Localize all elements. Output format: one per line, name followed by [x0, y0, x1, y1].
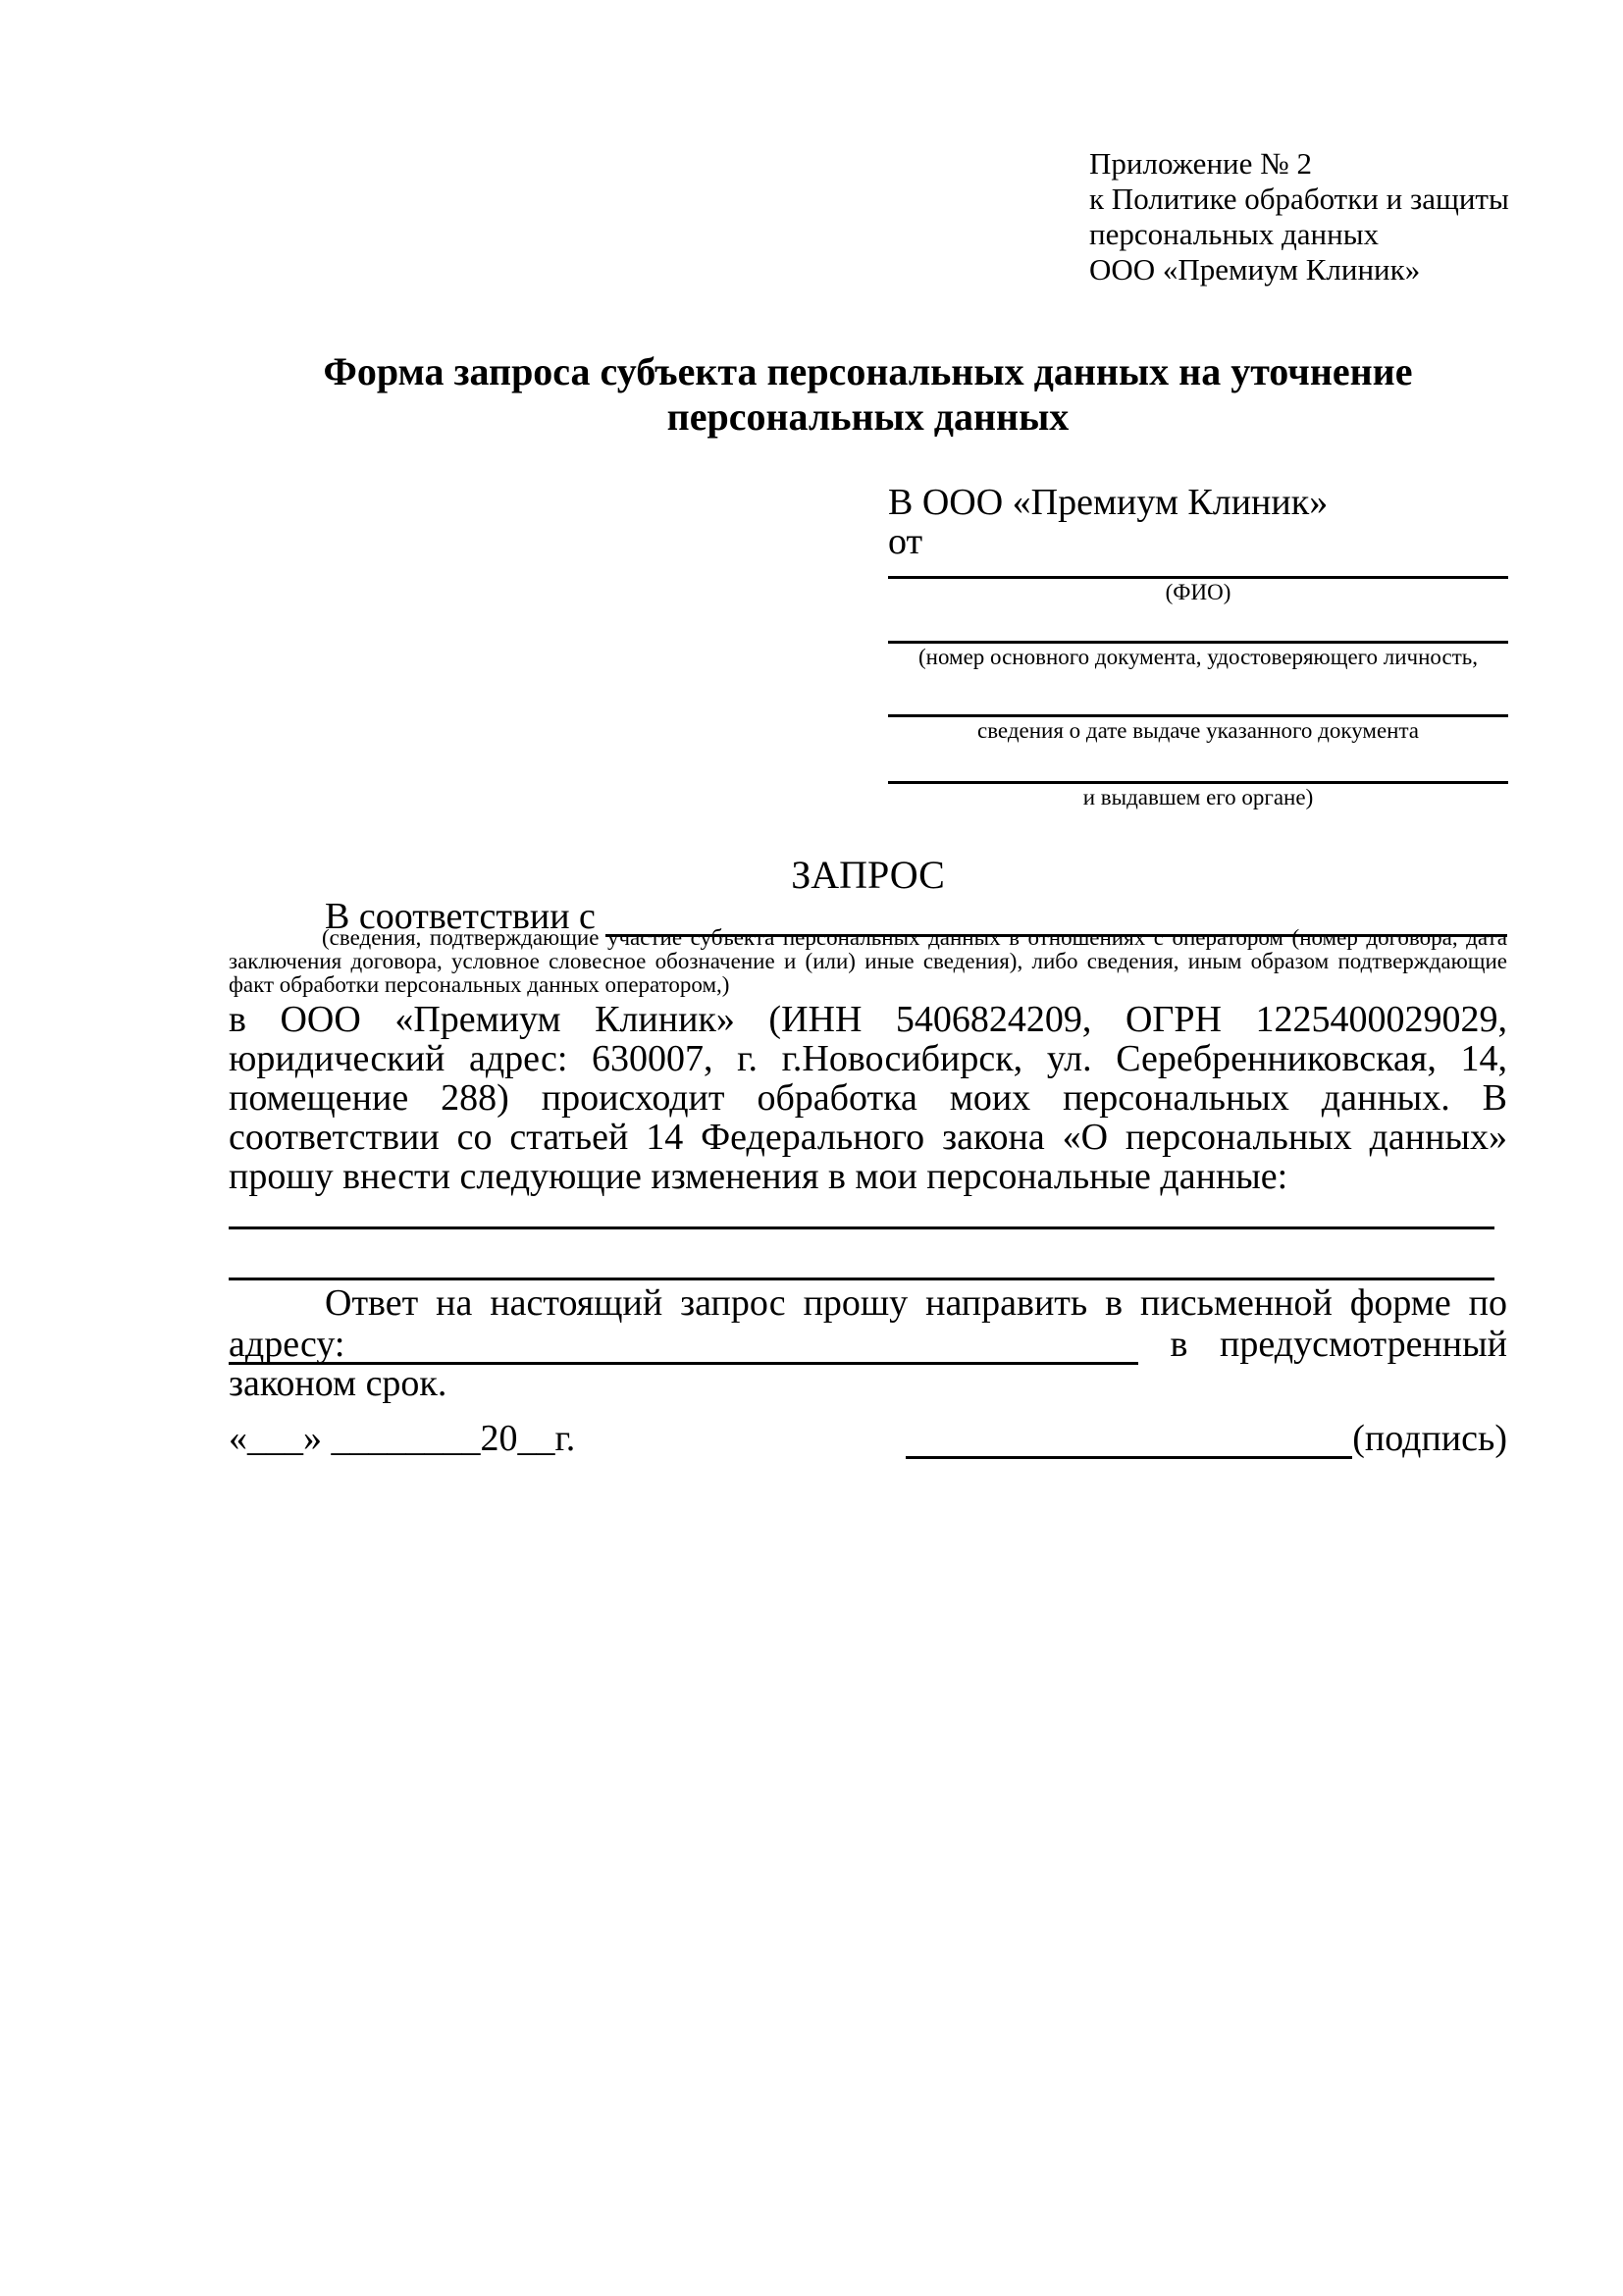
changes-blank-line-2 [229, 1278, 1494, 1280]
reply-paragraph: Ответ на настоящий запрос прошу направить в письменной форме по адресу: [229, 1282, 1507, 1365]
document-issue-date-caption: сведения о дате выдаче указанного документа [976, 718, 1420, 743]
accordance-lead: В соответствии с [325, 896, 596, 937]
small-print-annotation: (сведения, подтверждающие участие субъекта персональных данных в отношениях с оператором (номер договора, дата заключения договора, условное словесное обозначение и (или) иные сведения), либо сведения, иным образом подтверждающие факт обработки персональных данных оператором,) [229, 925, 1507, 997]
document-issuer-blank-line [888, 781, 1508, 784]
body-paragraph: в ООО «Премиум Клиник» (ИНН 5406824209, ОГРН 1225400029029, юридический адрес: 630007, г. г.Новосибирск, ул. Серебренниковская, 14, помещение 288) происходит обработка моих персональных данных. В соответствии со статьей 14 Федерального закона «О персональных данных» прошу внести следующие изменения в мои персональные данные: [229, 999, 1507, 1197]
appendix-header-line: ООО «Премиум Клиник» [1089, 252, 1421, 287]
appendix-header-line: к Политике обработки и защиты [1089, 182, 1509, 216]
reply-address-blank-line [229, 1324, 1138, 1365]
document-title: Форма запроса субъекта персональных данных на уточнение персональных данных [323, 349, 1413, 439]
reply-address-row [229, 1324, 1507, 1365]
date-blank: «___» ________20__г. [229, 1418, 576, 1459]
reply-word-stipulated: предусмотренный [1220, 1324, 1507, 1365]
fio-caption: (ФИО) [1165, 580, 1231, 604]
document-number-caption: (номер основного документа, удостоверяющего личность, [917, 645, 1478, 669]
signature-blank-line [906, 1418, 1352, 1459]
addressee-from-label: от [888, 521, 923, 562]
reply-tail: законом срок. [229, 1363, 447, 1404]
appendix-header-line: Приложение № 2 [1089, 146, 1312, 181]
reply-word-in: в [1170, 1324, 1188, 1365]
request-heading: ЗАПРОС [791, 853, 945, 897]
addressee-block [888, 483, 1508, 561]
appendix-header [1089, 146, 1511, 287]
signature-area [906, 1418, 1507, 1459]
appendix-header-line: персональных данных [1089, 217, 1380, 251]
fio-blank-line [888, 576, 1508, 579]
date-signature-row [229, 1418, 1507, 1459]
document-issuer-caption: и выдавшем его органе) [1082, 785, 1314, 809]
signature-caption: (подпись) [1352, 1418, 1507, 1459]
document-issue-date-blank-line [888, 714, 1508, 717]
document-number-blank-line [888, 641, 1508, 644]
changes-blank-line-1 [229, 1226, 1494, 1229]
addressee-to: В ООО «Премиум Клиник» [888, 482, 1329, 523]
